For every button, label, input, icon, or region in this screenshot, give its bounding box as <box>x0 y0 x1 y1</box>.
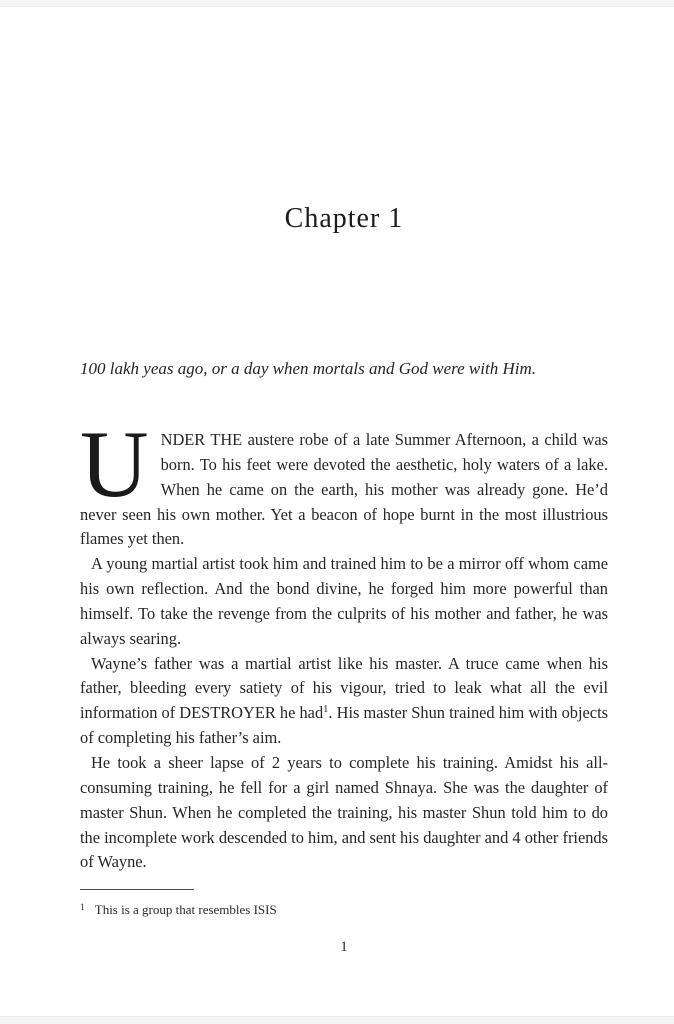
paragraph-1 <box>80 411 609 552</box>
page-number: 1 <box>340 939 348 955</box>
paragraph-3-text-after: . His master Shun trained him with objects of completing his father’s aim. <box>80 703 609 748</box>
paragraph-3 <box>80 652 608 751</box>
paragraph-2: A young martial artist took him and trained him to be a mirror off whom came his own reflection. And the bond divine, he forged him more powerful than himself. To take the revenge from the culprits of his mother and father, he was always searing. <box>80 554 608 648</box>
paragraph-1-lead-caps: NDER THE <box>160 430 243 449</box>
paragraph-4: He took a sheer lapse of 2 years to complete his training. Amidst his all-consuming training, he fell for a girl named Shnaya. She was the daughter of master Shun. When he completed the training, his master Shun told him to do the incomplete work descended to him, and sent his daughter and 4 other friends of Wayne. <box>80 752 608 872</box>
footnote-separator <box>80 889 194 890</box>
page-gap-top <box>0 0 674 7</box>
dropcap-letter: U <box>80 411 149 517</box>
footnote-text: This is a group that resembles ISIS <box>94 902 277 917</box>
paragraph-1-text: austere robe of a late Summer Afternoon, a child was born. To his feet were devoted the aesthetic, holy waters of a lake. When he came on the earth, his mother was already gone. He’d never seen his own mother. Yet a beacon of hope burnt in the most illustrious flames yet then. <box>80 430 609 549</box>
footnote-area <box>80 889 608 921</box>
epigraph: 100 lakh yeas ago, or a day when mortals and God were with Him. <box>80 359 536 378</box>
footnote-ref: 1 <box>323 704 329 716</box>
chapter-title: Chapter 1 <box>284 203 404 234</box>
paragraph-3-text-before: Wayne’s father was a martial artist like his master. A truce came when his father, bleeding every satiety of his vigour, tried to leak what all the evil information of DESTROYER he had <box>80 653 608 723</box>
footnote-mark: 1 <box>80 903 85 913</box>
footnote <box>80 901 608 921</box>
body-text <box>80 411 609 875</box>
page-gap-bottom <box>0 1016 674 1024</box>
